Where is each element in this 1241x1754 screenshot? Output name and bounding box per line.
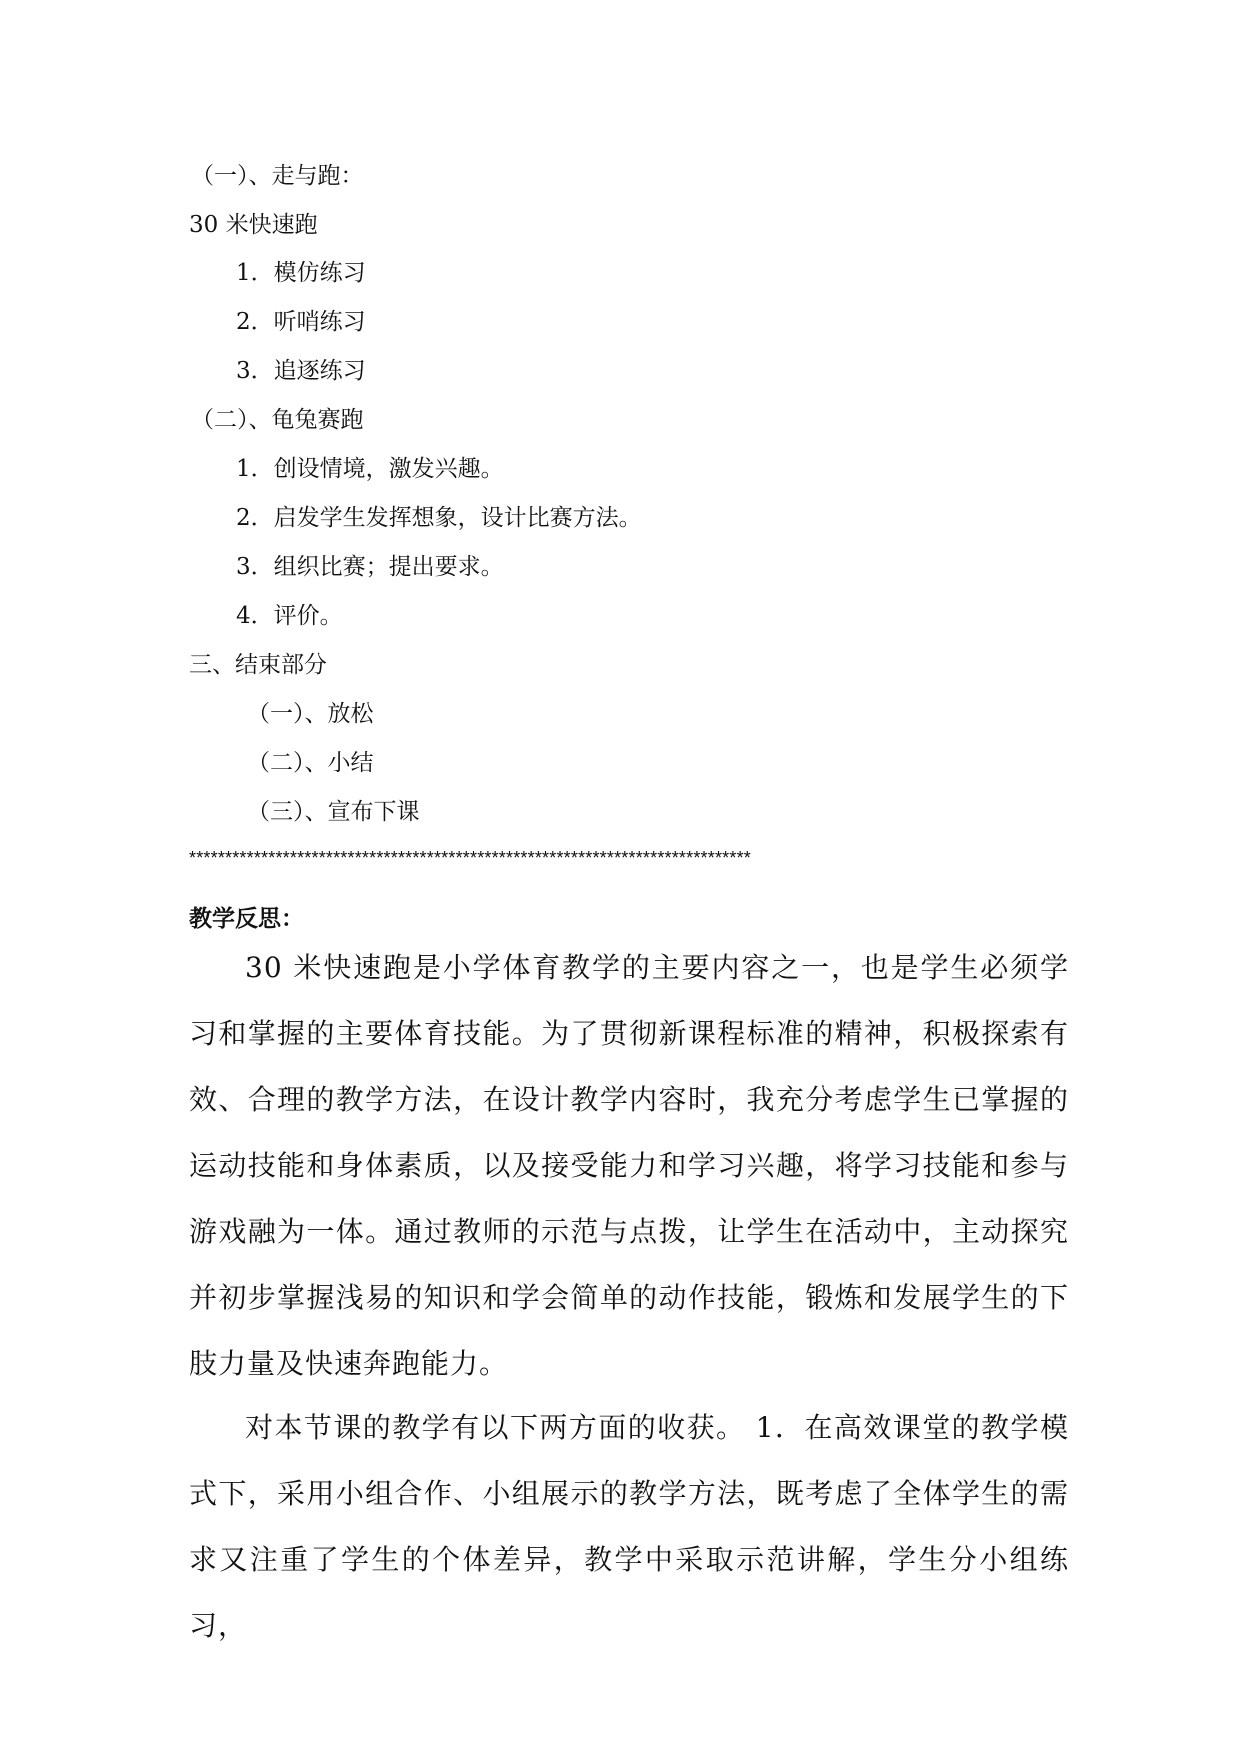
closing-item: （二）、小结 [247,750,374,776]
reflection-heading: 教学反思： [189,906,304,932]
closing-item: （一）、放松 [247,701,374,727]
asterisk-separator: ****************************************************************************** [189,848,751,868]
sprint-item: 3．追逐练习 [236,358,366,384]
sprint-item: 1．模仿练习 [236,260,366,286]
race-item: 2．启发学生发挥想象，设计比赛方法。 [236,505,642,531]
section-walk-run: （一）、走与跑： [191,163,364,189]
section-closing: 三、结束部分 [189,652,327,678]
reflection-paragraph-2: 对本节课的教学有以下两方面的收获。 1．在高效课堂的教学模式下，采用小组合作、小组展示的教学方法，既考虑了全体学生的需求又注重了学生的个体差异，教学中采取示范讲解，学生分小组练习， [189,1411,1069,1642]
sprint-item: 2．听哨练习 [236,309,366,335]
race-item: 1．创设情境，激发兴趣。 [236,456,504,482]
closing-item: （三）、宣布下课 [247,799,420,825]
section-tortoise-hare: （二）、龟兔赛跑 [191,407,364,433]
race-item: 4．评价。 [236,603,343,629]
race-item: 3．组织比赛；提出要求。 [236,554,504,580]
section-sprint-30m: 30 米快速跑 [189,212,318,238]
reflection-paragraph-1: 30 米快速跑是小学体育教学的主要内容之一，也是学生必须学习和掌握的主要体育技能。为了贯彻新课程标准的精神，积极探索有效、合理的教学方法，在设计教学内容时，我充分考虑学生已掌握的运动技能和身体素质，以及接受能力和学习兴趣，将学习技能和参与游戏融为一体。通过教师的示范与点拨，让学生在活动中，主动探究并初步掌握浅易的知识和学会简单的动作技能，锻炼和发展学生的下肢力量及快速奔跑能力。 [189,951,1069,1380]
